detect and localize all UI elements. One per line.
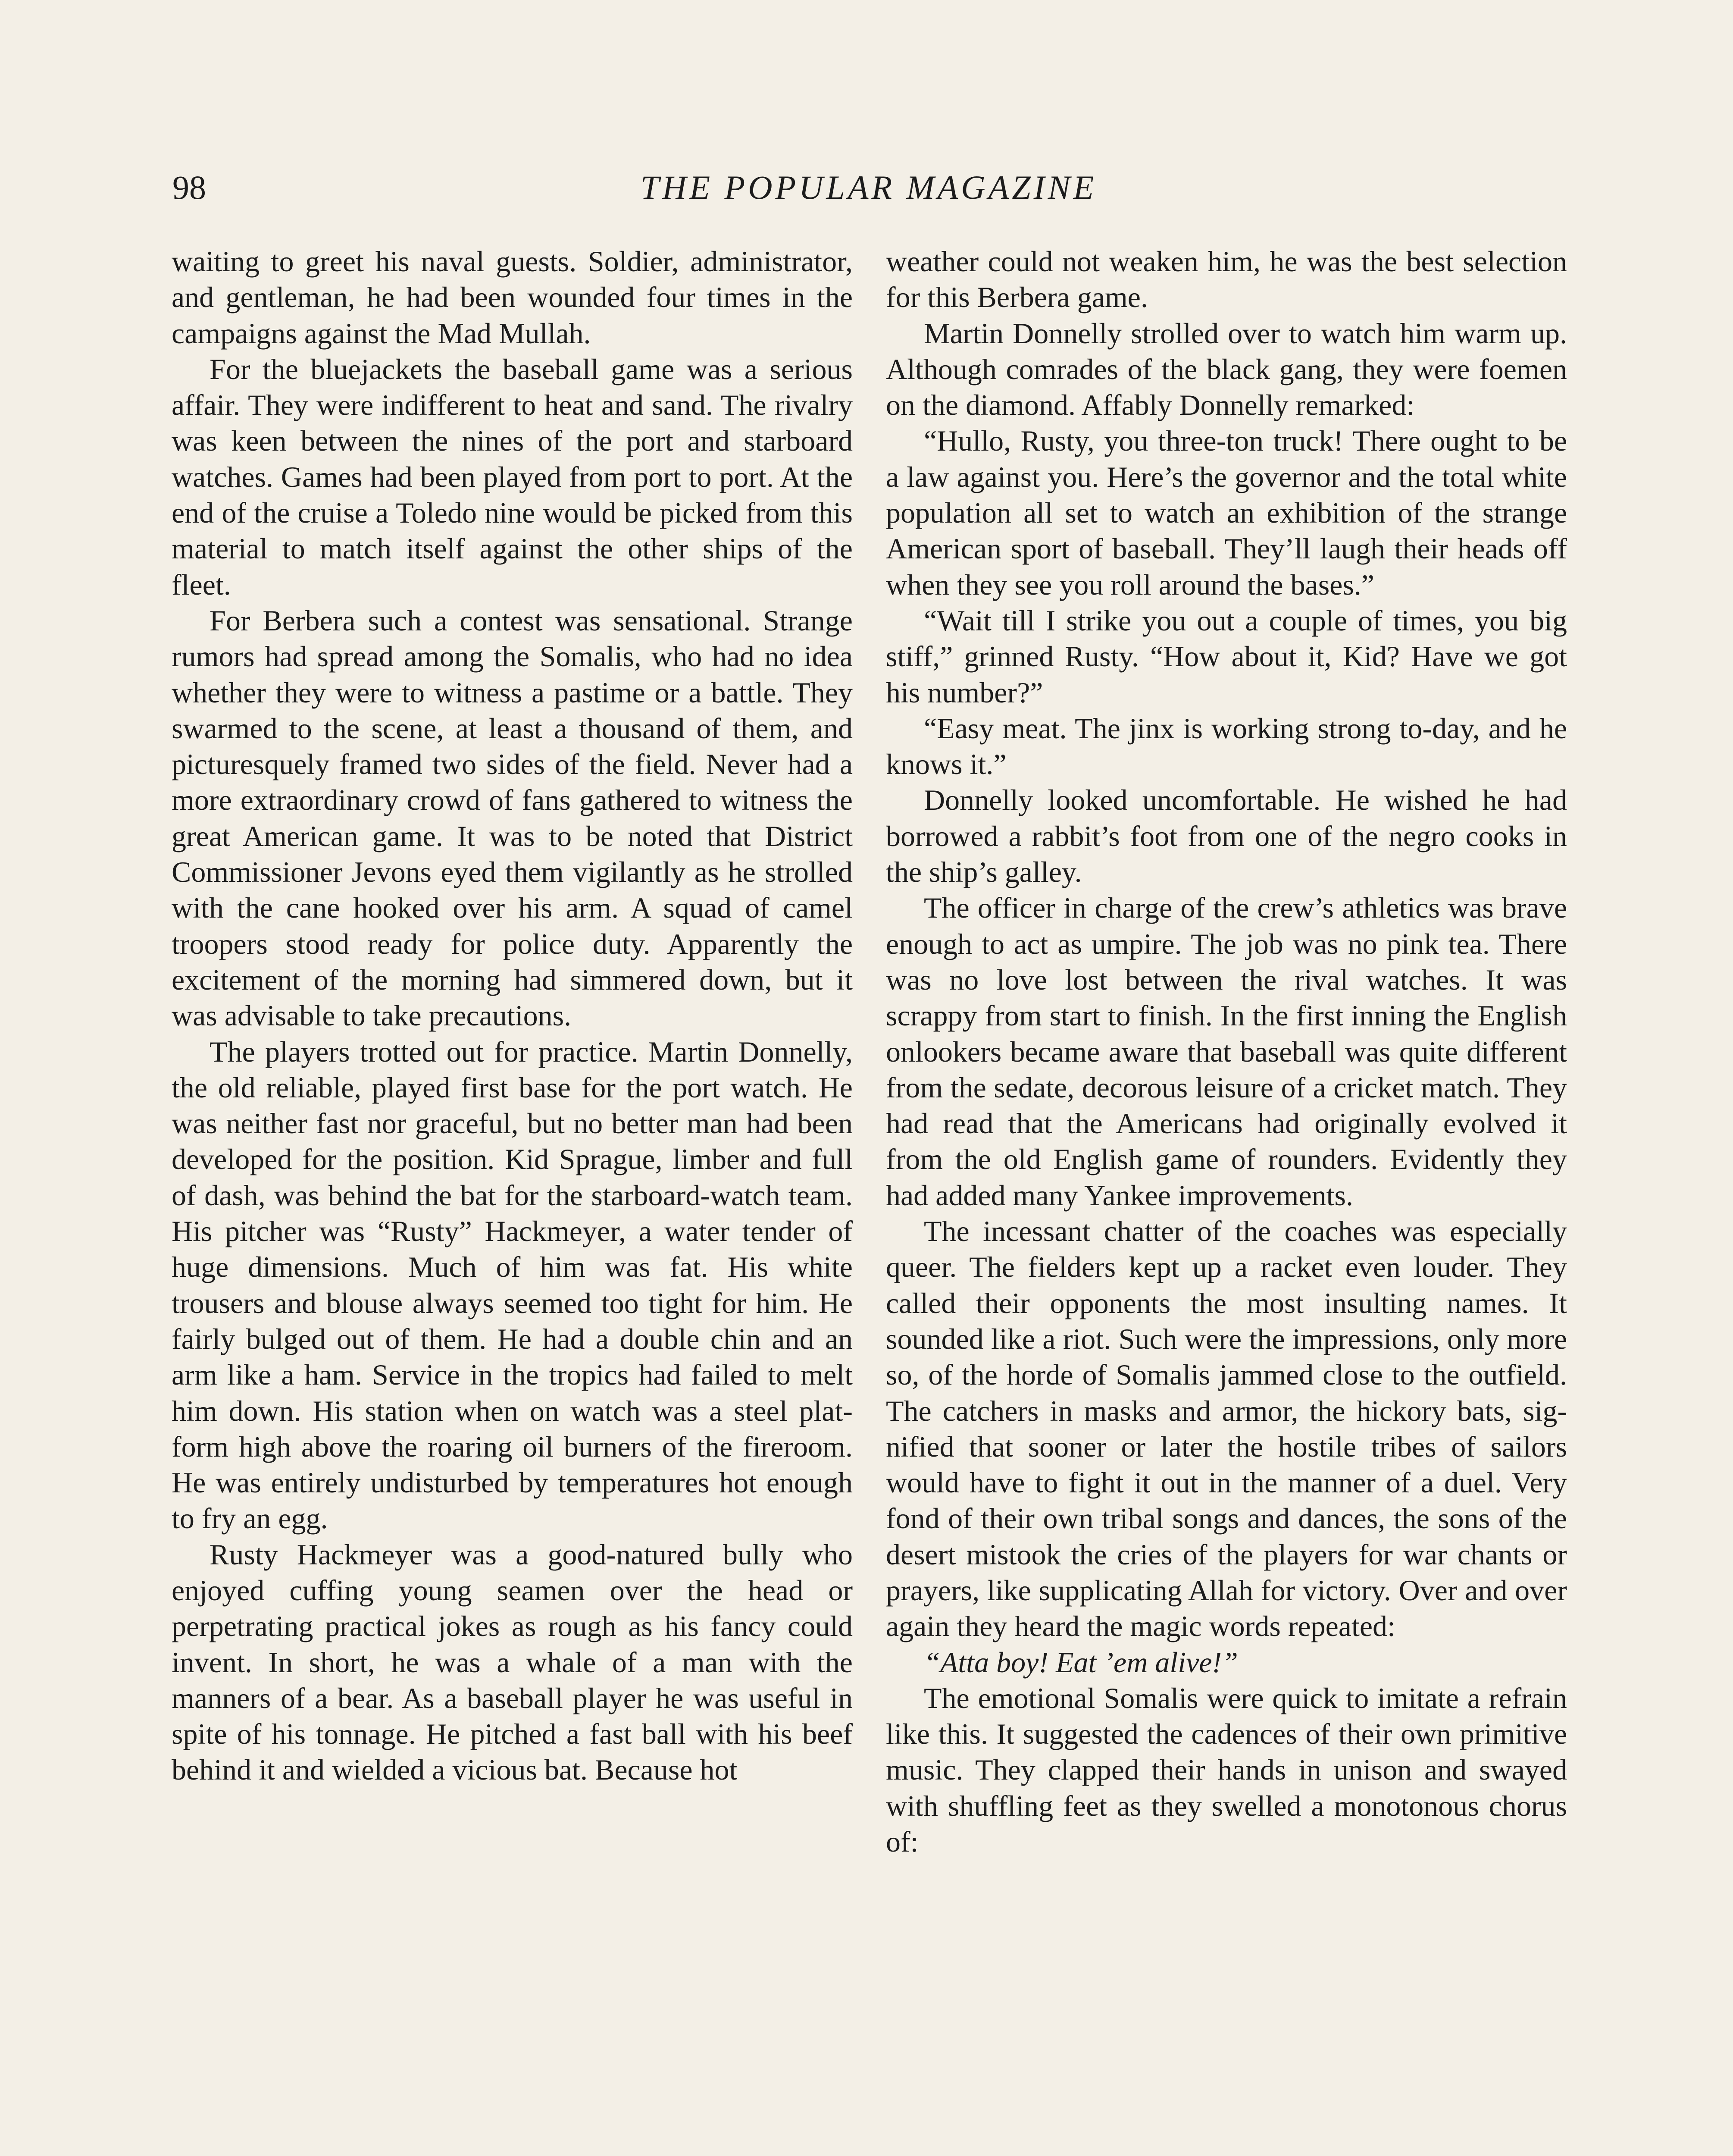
page-number: 98: [172, 169, 206, 206]
paragraph: The incessant chatter of the coaches was especially queer. The fielders kept up a racket even louder. They called their opponents the most insulting names. It sounded like a riot. Such were the impressions, only more so, of the horde of Somalis jammed close to the outfield. The catchers in masks and armor, the hickory bats, signified that sooner or later the hostile tribes of sailors would have to fight it out in the manner of a duel. Very fond of their own tribal songs and dances, the sons of the desert mistook the cries of the players for war chants or prayers, like supplicating Allah for victory. Over and over again they heard the magic words repeated:: [886, 1215, 1567, 1643]
paragraph: waiting to greet his naval guests. Soldier, administrator, and gentleman, he had been wounded four times in the campaigns against the Mad Mullah.: [172, 245, 853, 350]
paragraph: The emotional Somalis were quick to imitate a refrain like this. It suggested the cadences of their own primitive music. They clapped their hands in unison and swayed with shuffling feet as they swelled a monotonous chorus of:: [886, 1681, 1567, 1858]
running-title: THE POPULAR MAGAZINE: [640, 169, 1097, 206]
left-column: [172, 244, 853, 1788]
paragraph: “Hullo, Rusty, you three-ton truck! There ought to be a law against you. Here’s the governor and the total white population all set to watch an exhibition of the strange American sport of baseball. They’ll laugh their heads off when they see you roll around the bases.”: [886, 424, 1567, 601]
paragraph: weather could not weaken him, he was the best selection for this Berbera game.: [886, 245, 1567, 314]
paragraph: For the bluejackets the baseball game was a serious affair. They were indifferent to heat and sand. The rivalry was keen between the nines of the port and starboard watches. Games had been played from port to port. At the end of the cruise a Toledo nine would be picked from this material to match itself against the other ships of the fleet.: [172, 352, 853, 601]
paragraph: Donnelly looked uncomfortable. He wished he had borrowed a rabbit’s foot from one of the negro cooks in the ship’s galley.: [886, 783, 1567, 889]
paragraph: “Easy meat. The jinx is working strong to-day, and he knows it.”: [886, 711, 1567, 781]
paragraph: Rusty Hackmeyer was a good-natured bully who enjoyed cuffing young seamen over the head or perpetrating practical jokes as rough as his fancy could invent. In short, he was a whale of a man with the manners of a bear. As a baseball player he was useful in spite of his tonnage. He pitched a fast ball with his beef behind it and wielded a vicious bat. Because hot: [172, 1538, 853, 1786]
paragraph: “Wait till I strike you out a couple of times, you big stiff,” grinned Rusty. “How about it, Kid? Have we got his number?”: [886, 604, 1567, 709]
right-column: [886, 244, 1567, 1860]
paragraph-italic-quote: “Atta boy! Eat ’em alive!”: [924, 1645, 1238, 1679]
paragraph: For Berbera such a contest was sensational. Strange rumors had spread among the Somalis, who had no idea whether they were to witness a pastime or a battle. They swarmed to the scene, at least a thousand of them, and picturesquely framed two sides of the field. Never had a more extraordinary crowd of fans gathered to witness the great American game. It was to be noted that District Commissioner Jevons eyed them vigilantly as he strolled with the cane hooked over his arm. A squad of camel troopers stood ready for police duty. Apparently the excitement of the morning had simmered down, but it was advisable to take precautions.: [172, 604, 853, 1032]
paragraph: The players trotted out for practice. Martin Donnelly, the old reliable, played first base for the port watch. He was neither fast nor graceful, but no better man had been developed for the position. Kid Sprague, limber and full of dash, was behind the bat for the starboard-watch team. His pitcher was “Rusty” Hackmeyer, a water tender of huge dimensions. Much of him was fat. His white trousers and blouse always seemed too tight for him. He fairly bulged out of them. He had a double chin and an arm like a ham. Service in the tropics had failed to melt him down. His station when on watch was a steel platform high above the roaring oil burners of the fireroom. He was entirely undisturbed by temperatures hot enough to fry an egg.: [172, 1035, 853, 1535]
paragraph: Martin Donnelly strolled over to watch him warm up. Although comrades of the black gang, they were foemen on the diamond. Affably Donnelly remarked:: [886, 317, 1567, 422]
page-header: [172, 166, 1565, 218]
paragraph: The officer in charge of the crew’s athletics was brave enough to act as umpire. The job was no pink tea. There was no love lost between the rival watches. It was scrappy from start to finish. In the first inning the English onlookers became aware that baseball was quite different from the sedate, decorous leisure of a cricket match. They had read that the Americans had originally evolved it from the old English game of rounders. Evidently they had added many Yankee improvements.: [886, 891, 1567, 1212]
